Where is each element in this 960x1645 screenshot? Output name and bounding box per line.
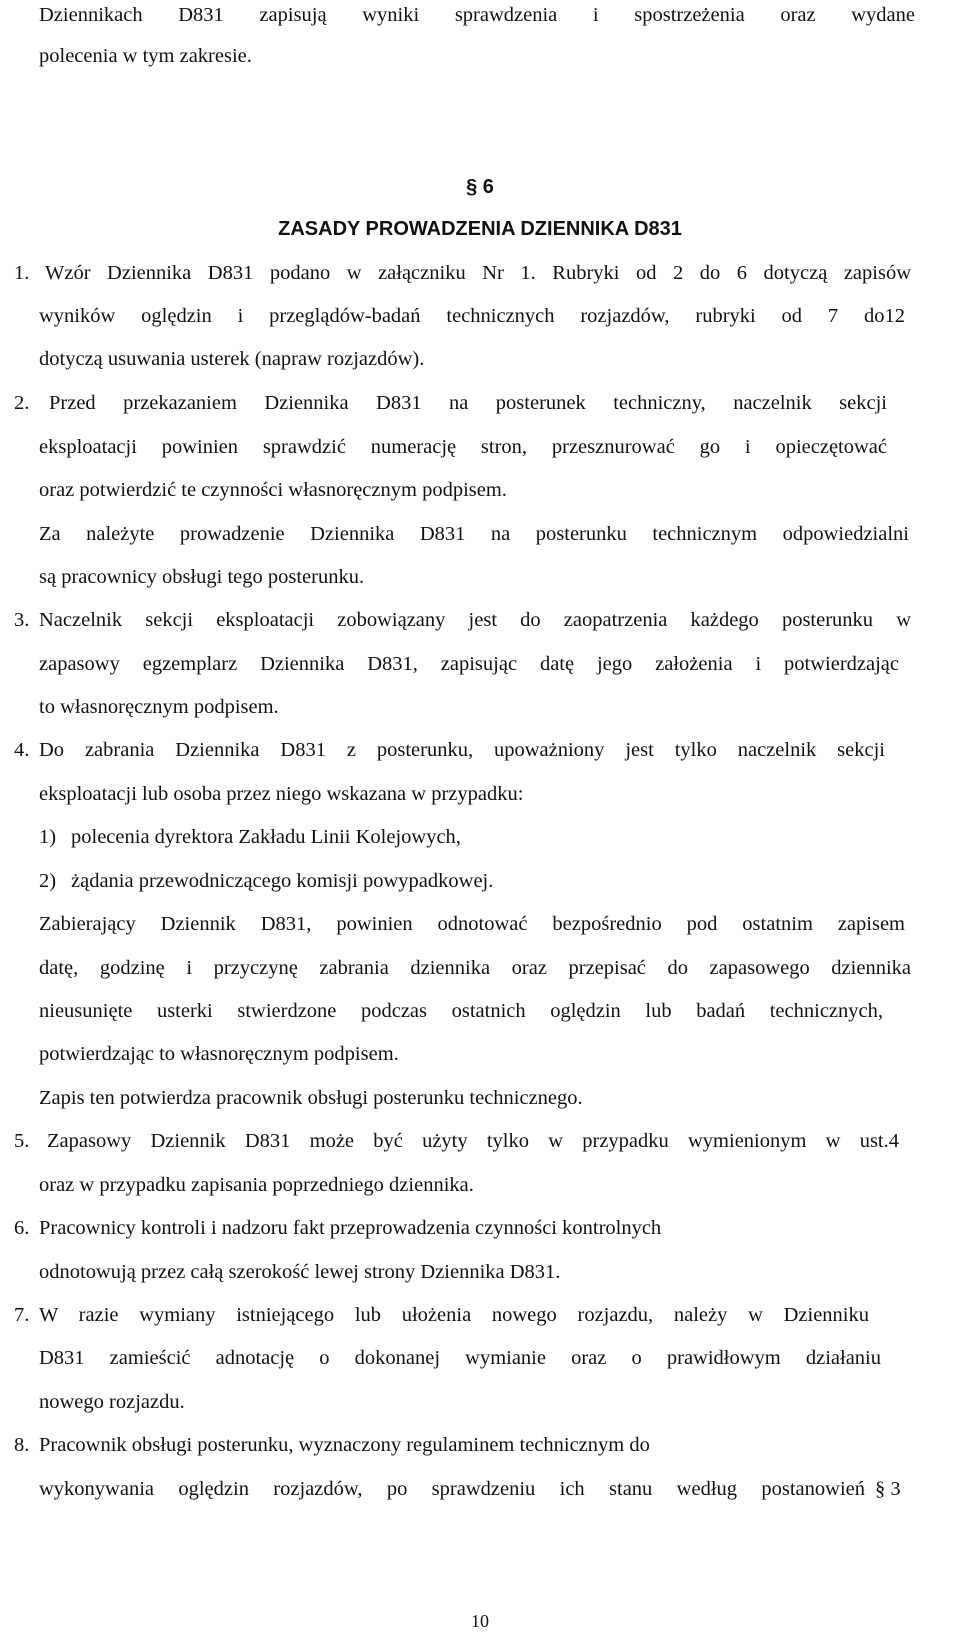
item-4-line-7: Zapis ten potwierdza pracownik obsługi posterunku technicznego.: [39, 1087, 583, 1109]
item-1-line-3: dotyczą usuwania usterek (napraw rozjazdów).: [39, 348, 425, 370]
item-6-line-1: Pracownicy kontroli i nadzoru fakt przeprowadzenia czynności kontrolnych: [39, 1217, 662, 1239]
item-2-line-2: eksploatacji powinien sprawdzić numerację stron, przesznurować go i opieczętować: [39, 436, 887, 458]
item-3-line-3: to własnoręcznym podpisem.: [39, 696, 279, 718]
item-5-number: 5.: [14, 1130, 30, 1152]
item-5-line-1: Zapasowy Dziennik D831 może być użyty tylko w przypadku wymienionym w ust.4: [47, 1130, 899, 1152]
item-8-line-1: Pracownik obsługi posterunku, wyznaczony regulaminem technicznym do: [39, 1434, 650, 1456]
section-title: ZASADY PROWADZENIA DZIENNIKA D831: [278, 218, 682, 240]
item-4-line-3: Zabierający Dziennik D831, powinien odnotować bezpośrednio pod ostatnim zapisem: [39, 913, 905, 935]
item-4-sub-2-number: 2): [39, 870, 57, 892]
item-2-number: 2.: [14, 392, 30, 414]
item-5-line-2: oraz w przypadku zapisania poprzedniego dziennika.: [39, 1174, 474, 1196]
item-8-number: 8.: [14, 1434, 30, 1456]
item-6-number: 6.: [14, 1217, 30, 1239]
item-2-line-3: oraz potwierdzić te czynności własnoręcznym podpisem.: [39, 479, 507, 501]
item-8-line-2: wykonywania oględzin rozjazdów, po sprawdzeniu ich stanu według postanowień: [39, 1478, 865, 1500]
item-4-line-2: eksploatacji lub osoba przez niego wskazana w przypadku:: [39, 783, 524, 805]
item-7-line-1: W razie wymiany istniejącego lub ułożenia nowego rozjazdu, należy w Dzienniku: [39, 1304, 869, 1326]
item-3-line-2: zapasowy egzemplarz Dziennika D831, zapisując datę jego założenia i potwierdzając: [39, 653, 899, 675]
item-4-line-5: nieusunięte usterki stwierdzone podczas ostatnich oględzin lub badań technicznych,: [39, 1000, 883, 1022]
item-4-sub-2: żądania przewodniczącego komisji powypadkowej.: [71, 870, 494, 892]
item-4-sub-1: polecenia dyrektora Zakładu Linii Kolejowych,: [71, 826, 461, 848]
item-7-line-2: D831 zamieścić adnotację o dokonanej wymianie oraz o prawidłowym działaniu: [39, 1347, 881, 1369]
item-7-number: 7.: [14, 1304, 30, 1326]
item-2-line-1: Przed przekazaniem Dziennika D831 na posterunek techniczny, naczelnik sekcji: [49, 392, 887, 414]
item-1-line-2: wyników oględzin i przeglądów-badań technicznych rozjazdów, rubryki od 7 do12: [39, 305, 905, 327]
item-7-line-3: nowego rozjazdu.: [39, 1391, 185, 1413]
item-1-number: 1.: [14, 262, 30, 284]
item-8-line-2-paragraph-ref: § 3: [875, 1478, 901, 1500]
item-3-number: 3.: [14, 609, 30, 631]
item-3-line-1: Naczelnik sekcji eksploatacji zobowiązany jest do zaopatrzenia każdego posterunku w: [39, 609, 911, 631]
item-4-sub-1-number: 1): [39, 826, 57, 848]
item-2-line-4: Za należyte prowadzenie Dziennika D831 na posterunku technicznym odpowiedzialni: [39, 523, 909, 545]
item-6-line-2: odnotowują przez całą szerokość lewej strony Dziennika D831.: [39, 1261, 561, 1283]
intro-line-1: Dziennikach D831 zapisują wyniki sprawdzenia i spostrzeżenia oraz wydane: [39, 4, 915, 26]
item-2-line-5: są pracownicy obsługi tego posterunku.: [39, 566, 365, 588]
item-4-number: 4.: [14, 739, 30, 761]
item-4-line-1: Do zabrania Dziennika D831 z posterunku, upoważniony jest tylko naczelnik sekcji: [39, 739, 885, 761]
intro-line-2: polecenia w tym zakresie.: [39, 45, 252, 67]
item-4-line-4: datę, godzinę i przyczynę zabrania dziennika oraz przepisać do zapasowego dziennika: [39, 957, 911, 979]
section-number: § 6: [466, 176, 494, 198]
item-4-line-6: potwierdzając to własnoręcznym podpisem.: [39, 1043, 399, 1065]
item-1-line-1: Wzór Dziennika D831 podano w załączniku Nr 1. Rubryki od 2 do 6 dotyczą zapisów: [45, 262, 911, 284]
page-number: 10: [471, 1611, 489, 1631]
